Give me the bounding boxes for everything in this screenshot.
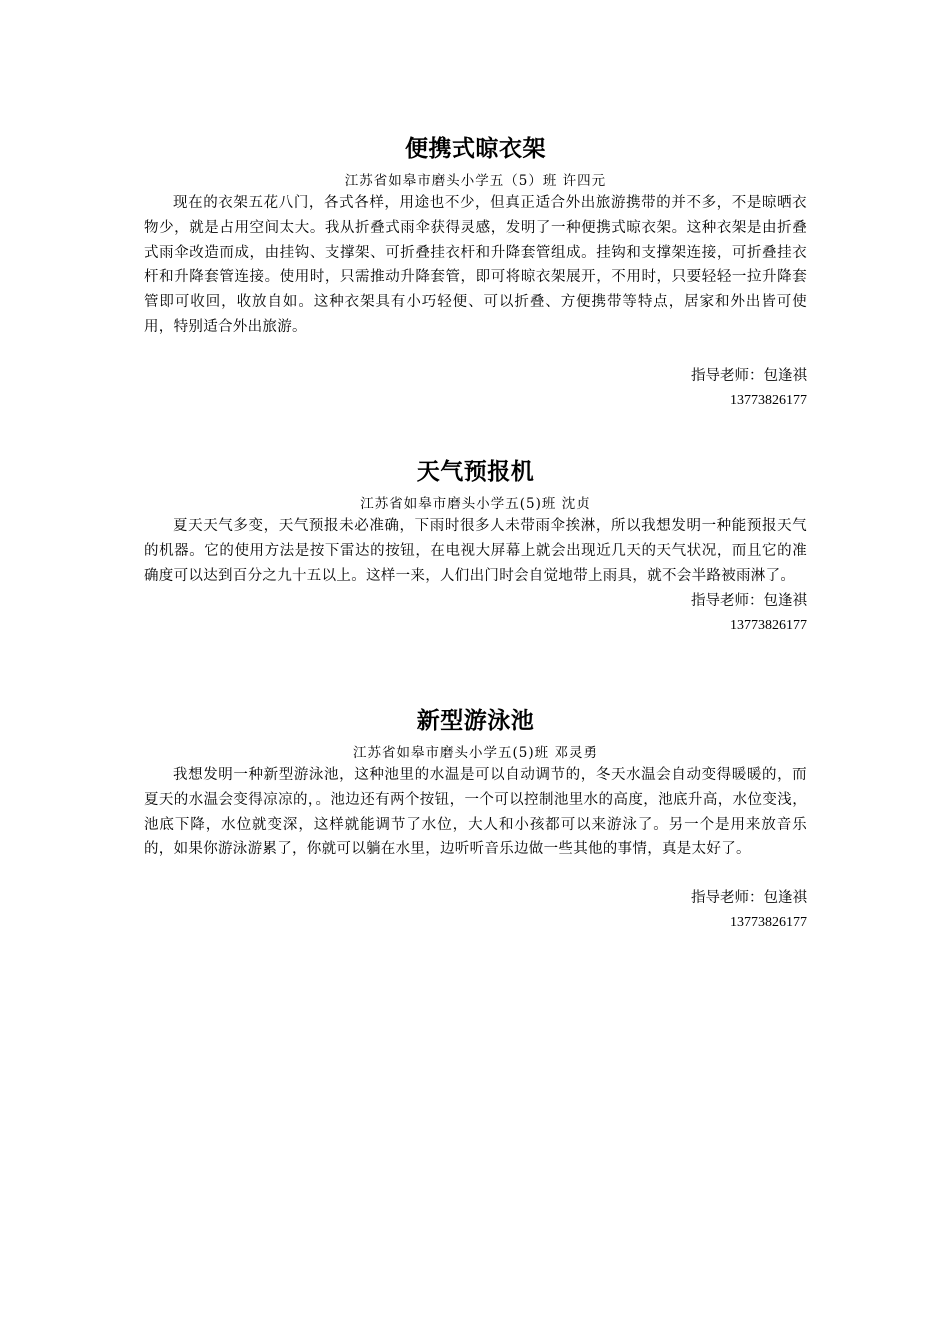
article-author: 江苏省如皋市磨头小学五（5）班 许四元 (344, 173, 607, 189)
article-author: 江苏省如皋市磨头小学五(5)班 邓灵勇 (353, 745, 598, 761)
teacher-credit: 指导老师：包逢祺 (691, 593, 807, 610)
article-body: 夏天天气多变，天气预报未必准确，下雨时很多人未带雨伞挨淋，所以我想发明一种能预报天气的机器。它的使用方法是按下雷达的按钮，在电视大屏幕上就会出现近几天的天气状况，而且它的准确度可以达到百分之九十五以上。这样一来，人们出门时会自觉地带上雨具，就不会半路被雨淋了。 (144, 518, 807, 584)
teacher-phone: 13773826177 (730, 915, 807, 931)
article-title: 新型游泳池 (416, 708, 535, 734)
article-body: 现在的衣架五花八门，各式各样，用途也不少，但真正适合外出旅游携带的并不多，不是晾晒衣物少，就是占用空间太大。我从折叠式雨伞获得灵感，发明了一种便携式晾衣架。这种衣架是由折叠式雨伞改造而成，由挂钩、支撑架、可折叠挂衣杆和升降套管组成。挂钩和支撑架连接，可折叠挂衣杆和升降套管连接。使用时，只需推动升降套管，即可将晾衣架展开，不用时，只要轻轻一拉升降套管即可收回，收放自如。这种衣架具有小巧轻便、可以折叠、方便携带等特点，居家和外出皆可使用，特别适合外出旅游。 (144, 195, 807, 335)
teacher-credit: 指导老师：包逢祺 (691, 367, 807, 384)
teacher-credit: 指导老师：包逢祺 (691, 890, 807, 907)
article-title: 便携式晾衣架 (405, 136, 546, 162)
article-weather-forecast-machine (144, 457, 807, 638)
article-title: 天气预报机 (416, 459, 535, 485)
article-folding-clothes-rack (144, 134, 807, 413)
article-author: 江苏省如皋市磨头小学五(5)班 沈贞 (360, 496, 591, 512)
teacher-phone: 13773826177 (730, 392, 807, 408)
article-body: 我想发明一种新型游泳池，这种池里的水温是可以自动调节的，冬天水温会自动变得暖暖的，而夏天的水温会变得凉凉的，。池边还有两个按钮，一个可以控制池里水的高度，池底升高，水位变浅，池底下降，水位就变深，这样就能调节了水位，大人和小孩都可以来游泳了。另一个是用来放音乐的，如果你游泳游累了，你就可以躺在水里，边听听音乐边做一些其他的事情，真是太好了。 (144, 767, 807, 858)
teacher-phone: 13773826177 (730, 618, 807, 634)
article-new-swimming-pool (144, 706, 807, 935)
